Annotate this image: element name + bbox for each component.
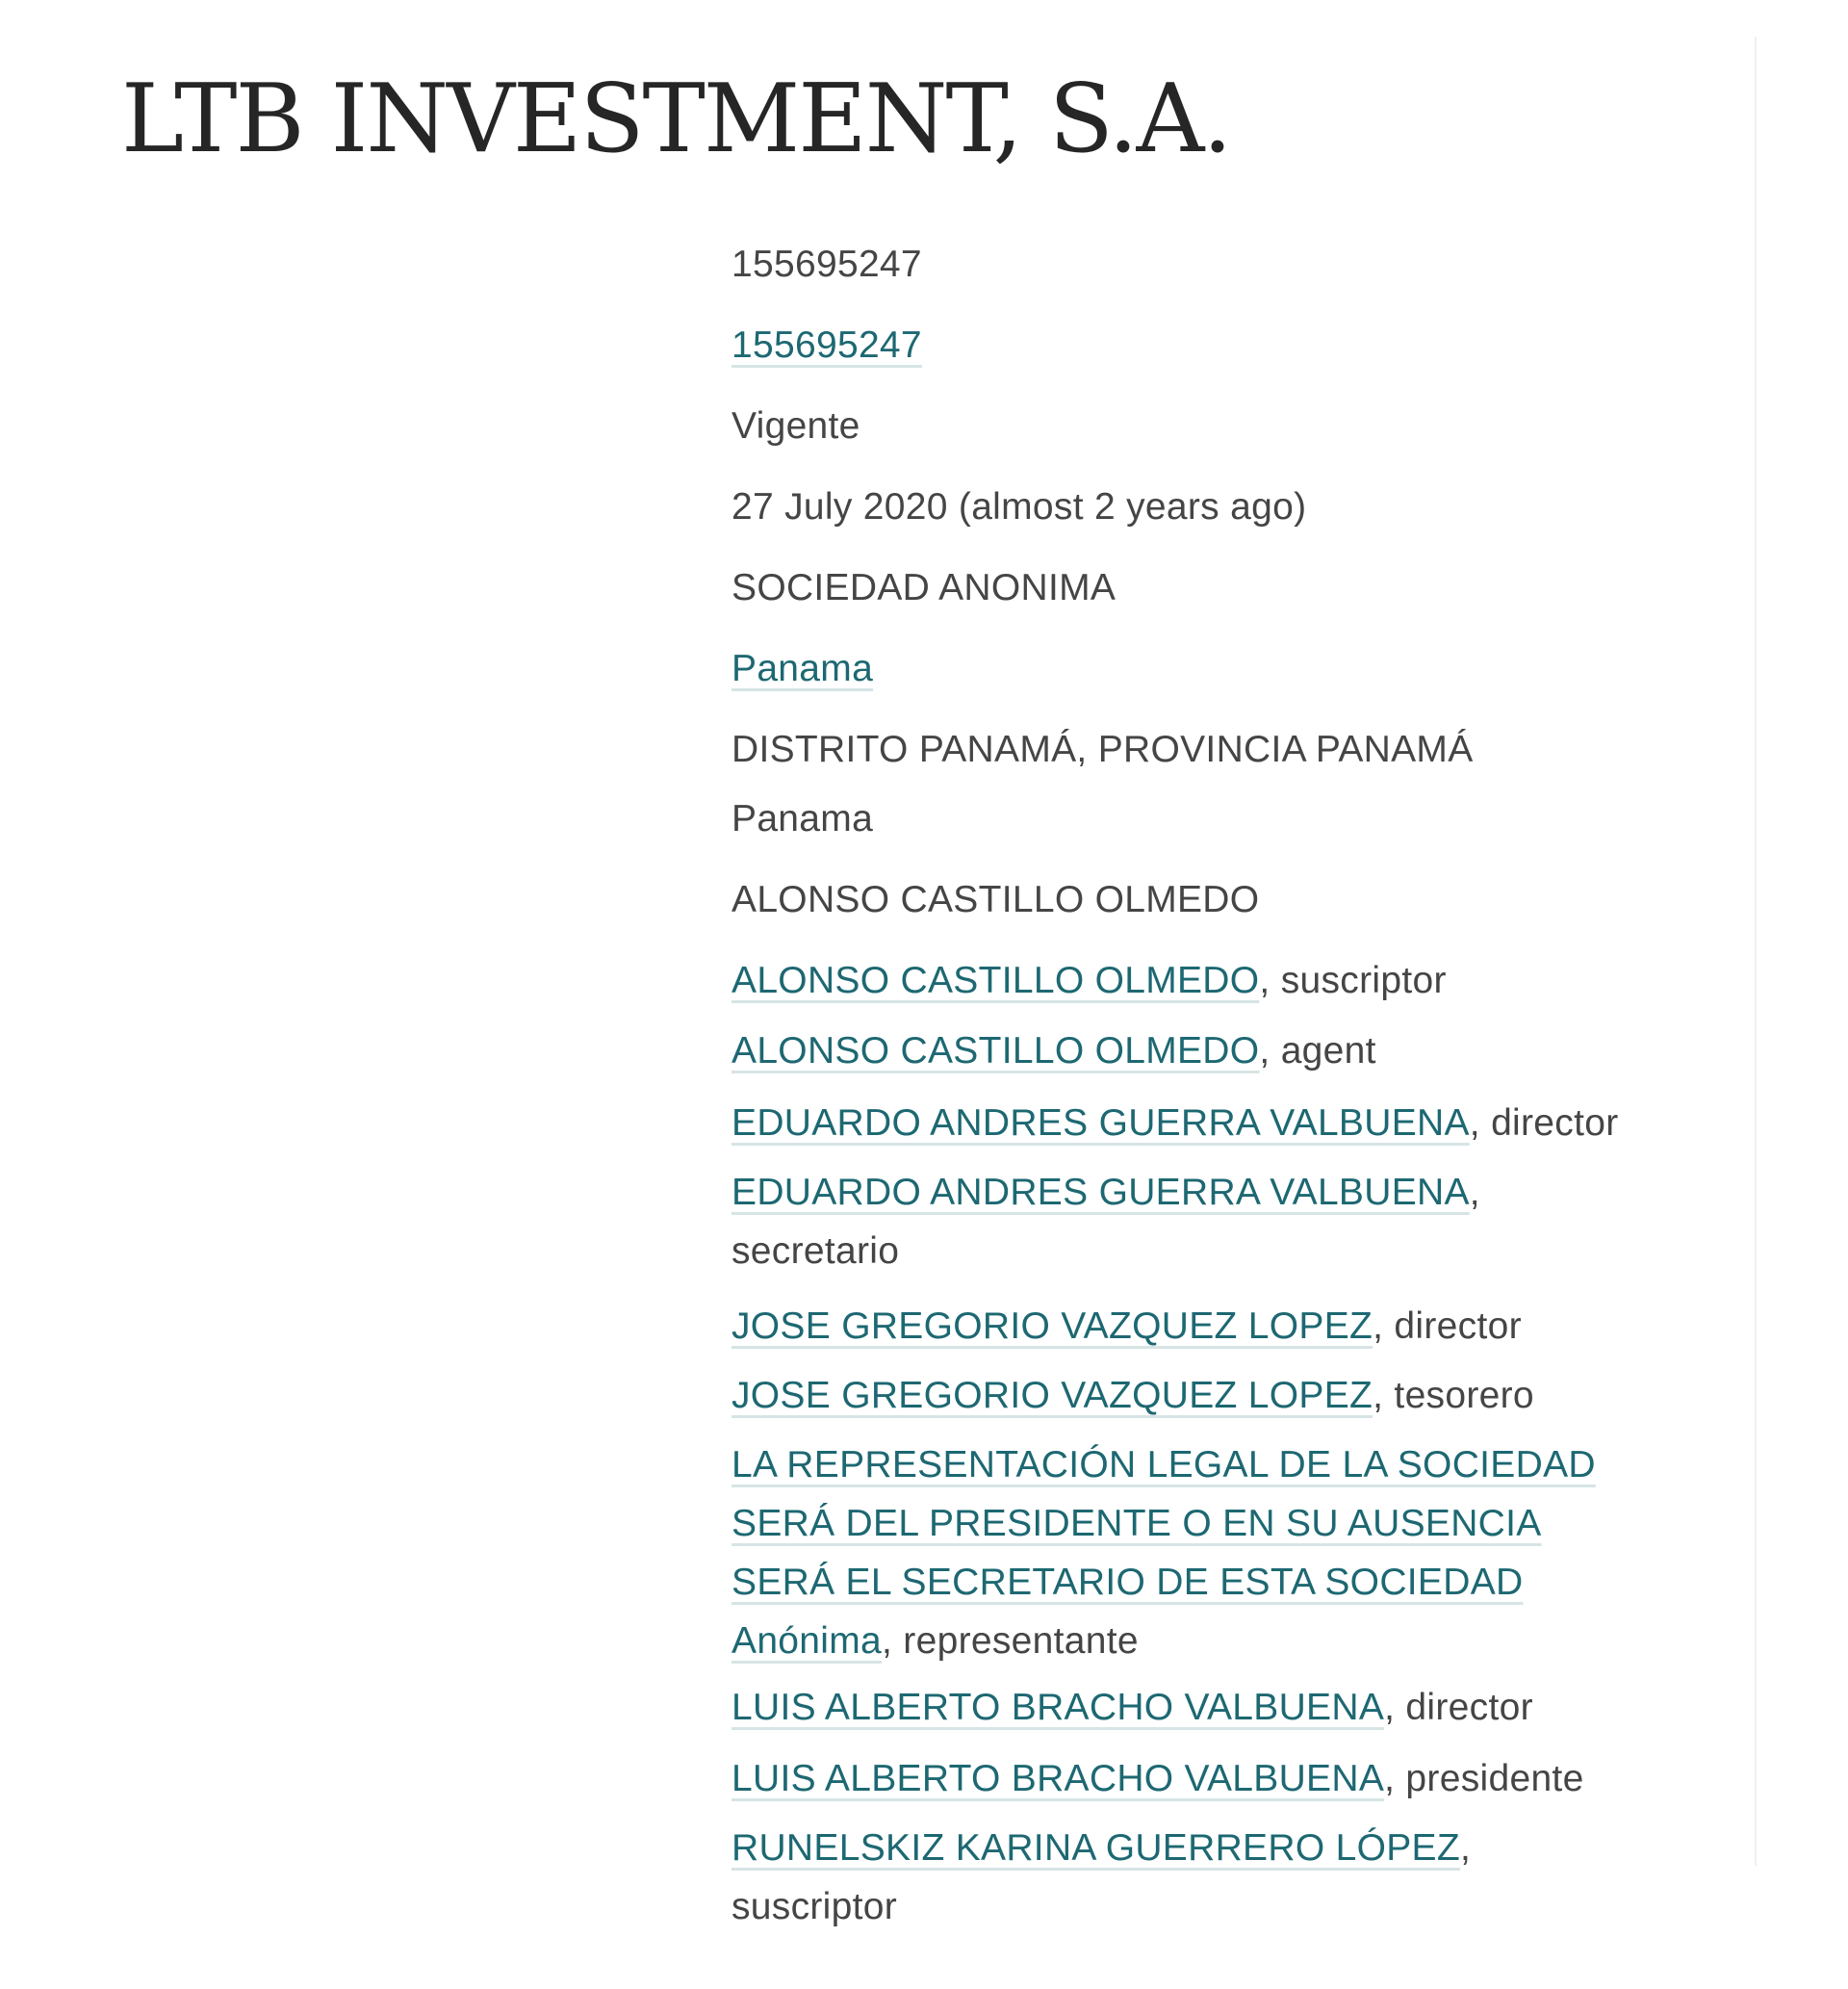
- officer-name-link-line4[interactable]: Anónima: [732, 1620, 883, 1662]
- officer-role: , director: [1373, 1305, 1522, 1347]
- incorporation-date-value: 27 July 2020 (almost 2 years ago): [732, 486, 1307, 528]
- officer-entry: [732, 1819, 1471, 1936]
- officer-role: secretario: [732, 1230, 900, 1272]
- officer-name-link[interactable]: ALONSO CASTILLO OLMEDO: [732, 1030, 1260, 1072]
- officer-name-link-line1[interactable]: LA REPRESENTACIÓN LEGAL DE LA SOCIEDAD: [732, 1444, 1596, 1485]
- officer-name-link-line2[interactable]: SERÁ DEL PRESIDENTE O EN SU AUSENCIA: [732, 1503, 1542, 1544]
- officer-name-link[interactable]: LUIS ALBERTO BRACHO VALBUENA: [732, 1758, 1385, 1799]
- officer-role-comma: ,: [1469, 1172, 1480, 1213]
- registered-address-line2: Panama: [732, 798, 874, 840]
- right-divider: [1755, 37, 1757, 1866]
- officer-entry: [732, 1366, 1534, 1425]
- officer-name-link[interactable]: JOSE GREGORIO VAZQUEZ LOPEZ: [732, 1305, 1373, 1347]
- officer-name-link[interactable]: LUIS ALBERTO BRACHO VALBUENA: [732, 1687, 1385, 1728]
- officer-role: , suscriptor: [1259, 960, 1447, 1001]
- officer-entry: [732, 1297, 1522, 1356]
- officer-entry: [732, 1678, 1533, 1737]
- officer-role: , representante: [882, 1620, 1139, 1662]
- officer-name-link[interactable]: EDUARDO ANDRES GUERRA VALBUENA: [732, 1102, 1470, 1144]
- officer-entry: [732, 1021, 1376, 1080]
- officer-role: , director: [1469, 1102, 1619, 1144]
- officer-entry: [732, 1435, 1596, 1670]
- officer-entry: [732, 1163, 1480, 1280]
- jurisdiction-link[interactable]: Panama: [732, 648, 874, 689]
- officer-role: , tesorero: [1373, 1375, 1534, 1416]
- officer-name-link[interactable]: JOSE GREGORIO VAZQUEZ LOPEZ: [732, 1375, 1373, 1416]
- officer-entry: [732, 1749, 1584, 1808]
- company-number-value: 155695247: [732, 244, 922, 285]
- native-company-number-link[interactable]: 155695247: [732, 324, 922, 366]
- officer-role: , agent: [1259, 1030, 1376, 1072]
- officer-name-link[interactable]: RUNELSKIZ KARINA GUERRERO LÓPEZ: [732, 1827, 1460, 1869]
- officer-role-comma: ,: [1459, 1827, 1472, 1869]
- officer-entry: [732, 1094, 1619, 1152]
- officer-role: , presidente: [1384, 1758, 1584, 1799]
- registered-address-line1: DISTRITO PANAMÁ, PROVINCIA PANAMÁ: [732, 729, 1474, 770]
- officer-name-link-line3[interactable]: SERÁ EL SECRETARIO DE ESTA SOCIEDAD: [732, 1562, 1524, 1603]
- officer-role: , director: [1384, 1687, 1533, 1728]
- status-value: Vigente: [732, 405, 860, 447]
- company-type-value: SOCIEDAD ANONIMA: [732, 567, 1116, 608]
- company-name-title: LTB INVESTMENT, S.A.: [121, 65, 1231, 174]
- officer-name-link[interactable]: EDUARDO ANDRES GUERRA VALBUENA: [732, 1172, 1470, 1213]
- officer-name-link[interactable]: ALONSO CASTILLO OLMEDO: [732, 960, 1260, 1001]
- officer-role: suscriptor: [732, 1886, 898, 1927]
- officer-entry: [732, 951, 1447, 1010]
- agent-name-value: ALONSO CASTILLO OLMEDO: [732, 879, 1260, 920]
